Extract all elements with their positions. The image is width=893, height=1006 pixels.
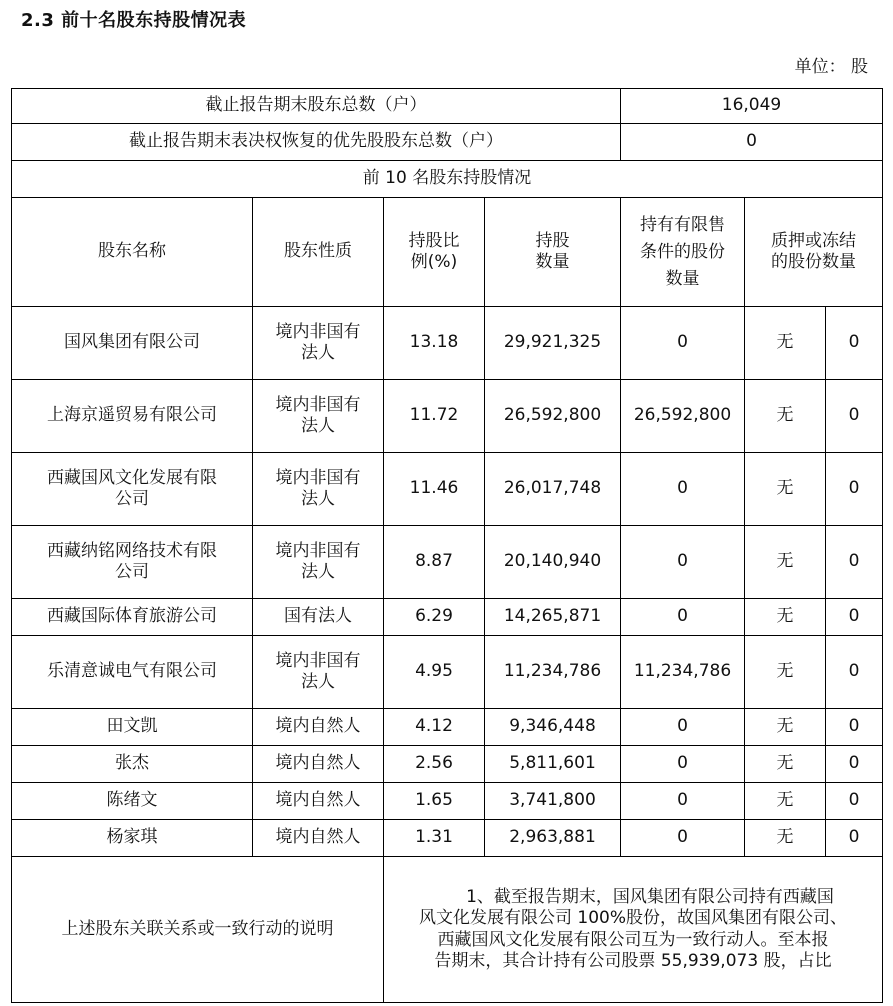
col-header-name: 股东名称 [12, 198, 253, 307]
holding-ratio: 13.18 [384, 307, 485, 380]
table-row [12, 453, 883, 526]
holding-ratio: 11.72 [384, 380, 485, 453]
top10-heading: 前 10 名股东持股情况 [12, 161, 883, 198]
shareholders-table [11, 88, 883, 1003]
shareholder-nature: 境内自然人 [253, 820, 384, 857]
col-header-pledge: 质押或冻结 的股份数量 [745, 198, 883, 307]
restricted-amount: 26,592,800 [621, 380, 745, 453]
pledge-status: 无 [745, 453, 826, 526]
holding-ratio: 4.95 [384, 636, 485, 709]
pledge-status: 无 [745, 526, 826, 599]
table-row [12, 820, 883, 857]
holding-amount: 9,346,448 [485, 709, 621, 746]
table-row [12, 746, 883, 783]
pledge-amount: 0 [826, 307, 883, 380]
table-row [12, 709, 883, 746]
holding-amount: 2,963,881 [485, 820, 621, 857]
pref-holders-row [12, 124, 883, 161]
shareholder-name: 西藏国风文化发展有限 公司 [12, 453, 253, 526]
holding-amount: 5,811,601 [485, 746, 621, 783]
holding-amount: 29,921,325 [485, 307, 621, 380]
relation-line: 风文化发展有限公司 100%股份，故国风集团有限公司、 [419, 908, 848, 929]
restricted-amount: 0 [621, 709, 745, 746]
shareholder-name: 乐清意诚电气有限公司 [12, 636, 253, 709]
holding-amount: 20,140,940 [485, 526, 621, 599]
holding-ratio: 6.29 [384, 599, 485, 636]
holding-amount: 26,592,800 [485, 380, 621, 453]
pledge-amount: 0 [826, 709, 883, 746]
shareholder-nature: 境内自然人 [253, 709, 384, 746]
shareholder-name: 陈绪文 [12, 783, 253, 820]
pledge-status: 无 [745, 746, 826, 783]
pref-holders-label: 截止报告期末表决权恢复的优先股股东总数（户） [12, 124, 621, 161]
col-header-ratio: 持股比 例(%) [384, 198, 485, 307]
table-row [12, 599, 883, 636]
pledge-amount: 0 [826, 453, 883, 526]
restricted-amount: 0 [621, 526, 745, 599]
col-header-amount: 持股 数量 [485, 198, 621, 307]
total-holders-value: 16,049 [621, 89, 883, 124]
table-row [12, 380, 883, 453]
pledge-status: 无 [745, 599, 826, 636]
holding-amount: 11,234,786 [485, 636, 621, 709]
restricted-amount: 0 [621, 783, 745, 820]
relation-label: 上述股东关联关系或一致行动的说明 [12, 857, 384, 1003]
shareholder-name: 张杰 [12, 746, 253, 783]
table-row [12, 783, 883, 820]
restricted-amount: 0 [621, 453, 745, 526]
holding-amount: 26,017,748 [485, 453, 621, 526]
shareholder-name: 田文凯 [12, 709, 253, 746]
pledge-amount: 0 [826, 380, 883, 453]
shareholder-nature: 境内自然人 [253, 746, 384, 783]
pledge-status: 无 [745, 820, 826, 857]
restricted-amount: 11,234,786 [621, 636, 745, 709]
pledge-status: 无 [745, 380, 826, 453]
relation-line: 告期末，其合计持有公司股票 55,939,073 股，占比 [434, 950, 832, 971]
holding-ratio: 1.65 [384, 783, 485, 820]
relation-text [384, 857, 883, 1003]
table-row [12, 526, 883, 599]
col-header-restricted: 持有有限售 条件的股份 数量 [621, 198, 745, 307]
section-title: 2.3 前十名股东持股情况表 [21, 10, 247, 31]
shareholder-name: 西藏国际体育旅游公司 [12, 599, 253, 636]
pledge-amount: 0 [826, 783, 883, 820]
shareholder-nature: 境内非国有 法人 [253, 453, 384, 526]
shareholder-nature: 境内非国有 法人 [253, 636, 384, 709]
holding-ratio: 11.46 [384, 453, 485, 526]
shareholder-name: 西藏纳铭网络技术有限 公司 [12, 526, 253, 599]
pledge-status: 无 [745, 709, 826, 746]
restricted-amount: 0 [621, 820, 745, 857]
pref-holders-value: 0 [621, 124, 883, 161]
shareholder-nature: 境内非国有 法人 [253, 307, 384, 380]
relation-line: 西藏国风文化发展有限公司互为一致行动人。至本报 [437, 929, 829, 950]
pledge-amount: 0 [826, 599, 883, 636]
shareholder-rows [12, 307, 883, 857]
shareholder-nature: 境内非国有 法人 [253, 380, 384, 453]
holding-amount: 3,741,800 [485, 783, 621, 820]
shareholder-name: 上海京遥贸易有限公司 [12, 380, 253, 453]
col-header-nature: 股东性质 [253, 198, 384, 307]
holding-amount: 14,265,871 [485, 599, 621, 636]
pledge-status: 无 [745, 307, 826, 380]
relation-row [12, 857, 883, 1003]
unit-label: 单位： 股 [794, 57, 868, 77]
restricted-amount: 0 [621, 599, 745, 636]
table-row [12, 636, 883, 709]
shareholder-nature: 境内自然人 [253, 783, 384, 820]
holding-ratio: 1.31 [384, 820, 485, 857]
shareholder-name: 国风集团有限公司 [12, 307, 253, 380]
holding-ratio: 2.56 [384, 746, 485, 783]
column-header-row [12, 198, 883, 307]
pledge-status: 无 [745, 783, 826, 820]
shareholder-nature: 国有法人 [253, 599, 384, 636]
top10-heading-row [12, 161, 883, 198]
pledge-status: 无 [745, 636, 826, 709]
shareholder-name: 杨家琪 [12, 820, 253, 857]
restricted-amount: 0 [621, 746, 745, 783]
relation-line: 1、截至报告期末，国风集团有限公司持有西藏国 [432, 887, 834, 907]
total-holders-label: 截止报告期末股东总数（户） [12, 89, 621, 124]
holding-ratio: 4.12 [384, 709, 485, 746]
restricted-amount: 0 [621, 307, 745, 380]
holding-ratio: 8.87 [384, 526, 485, 599]
pledge-amount: 0 [826, 526, 883, 599]
pledge-amount: 0 [826, 636, 883, 709]
pledge-amount: 0 [826, 746, 883, 783]
total-holders-row [12, 89, 883, 124]
table-row [12, 307, 883, 380]
shareholder-nature: 境内非国有 法人 [253, 526, 384, 599]
pledge-amount: 0 [826, 820, 883, 857]
